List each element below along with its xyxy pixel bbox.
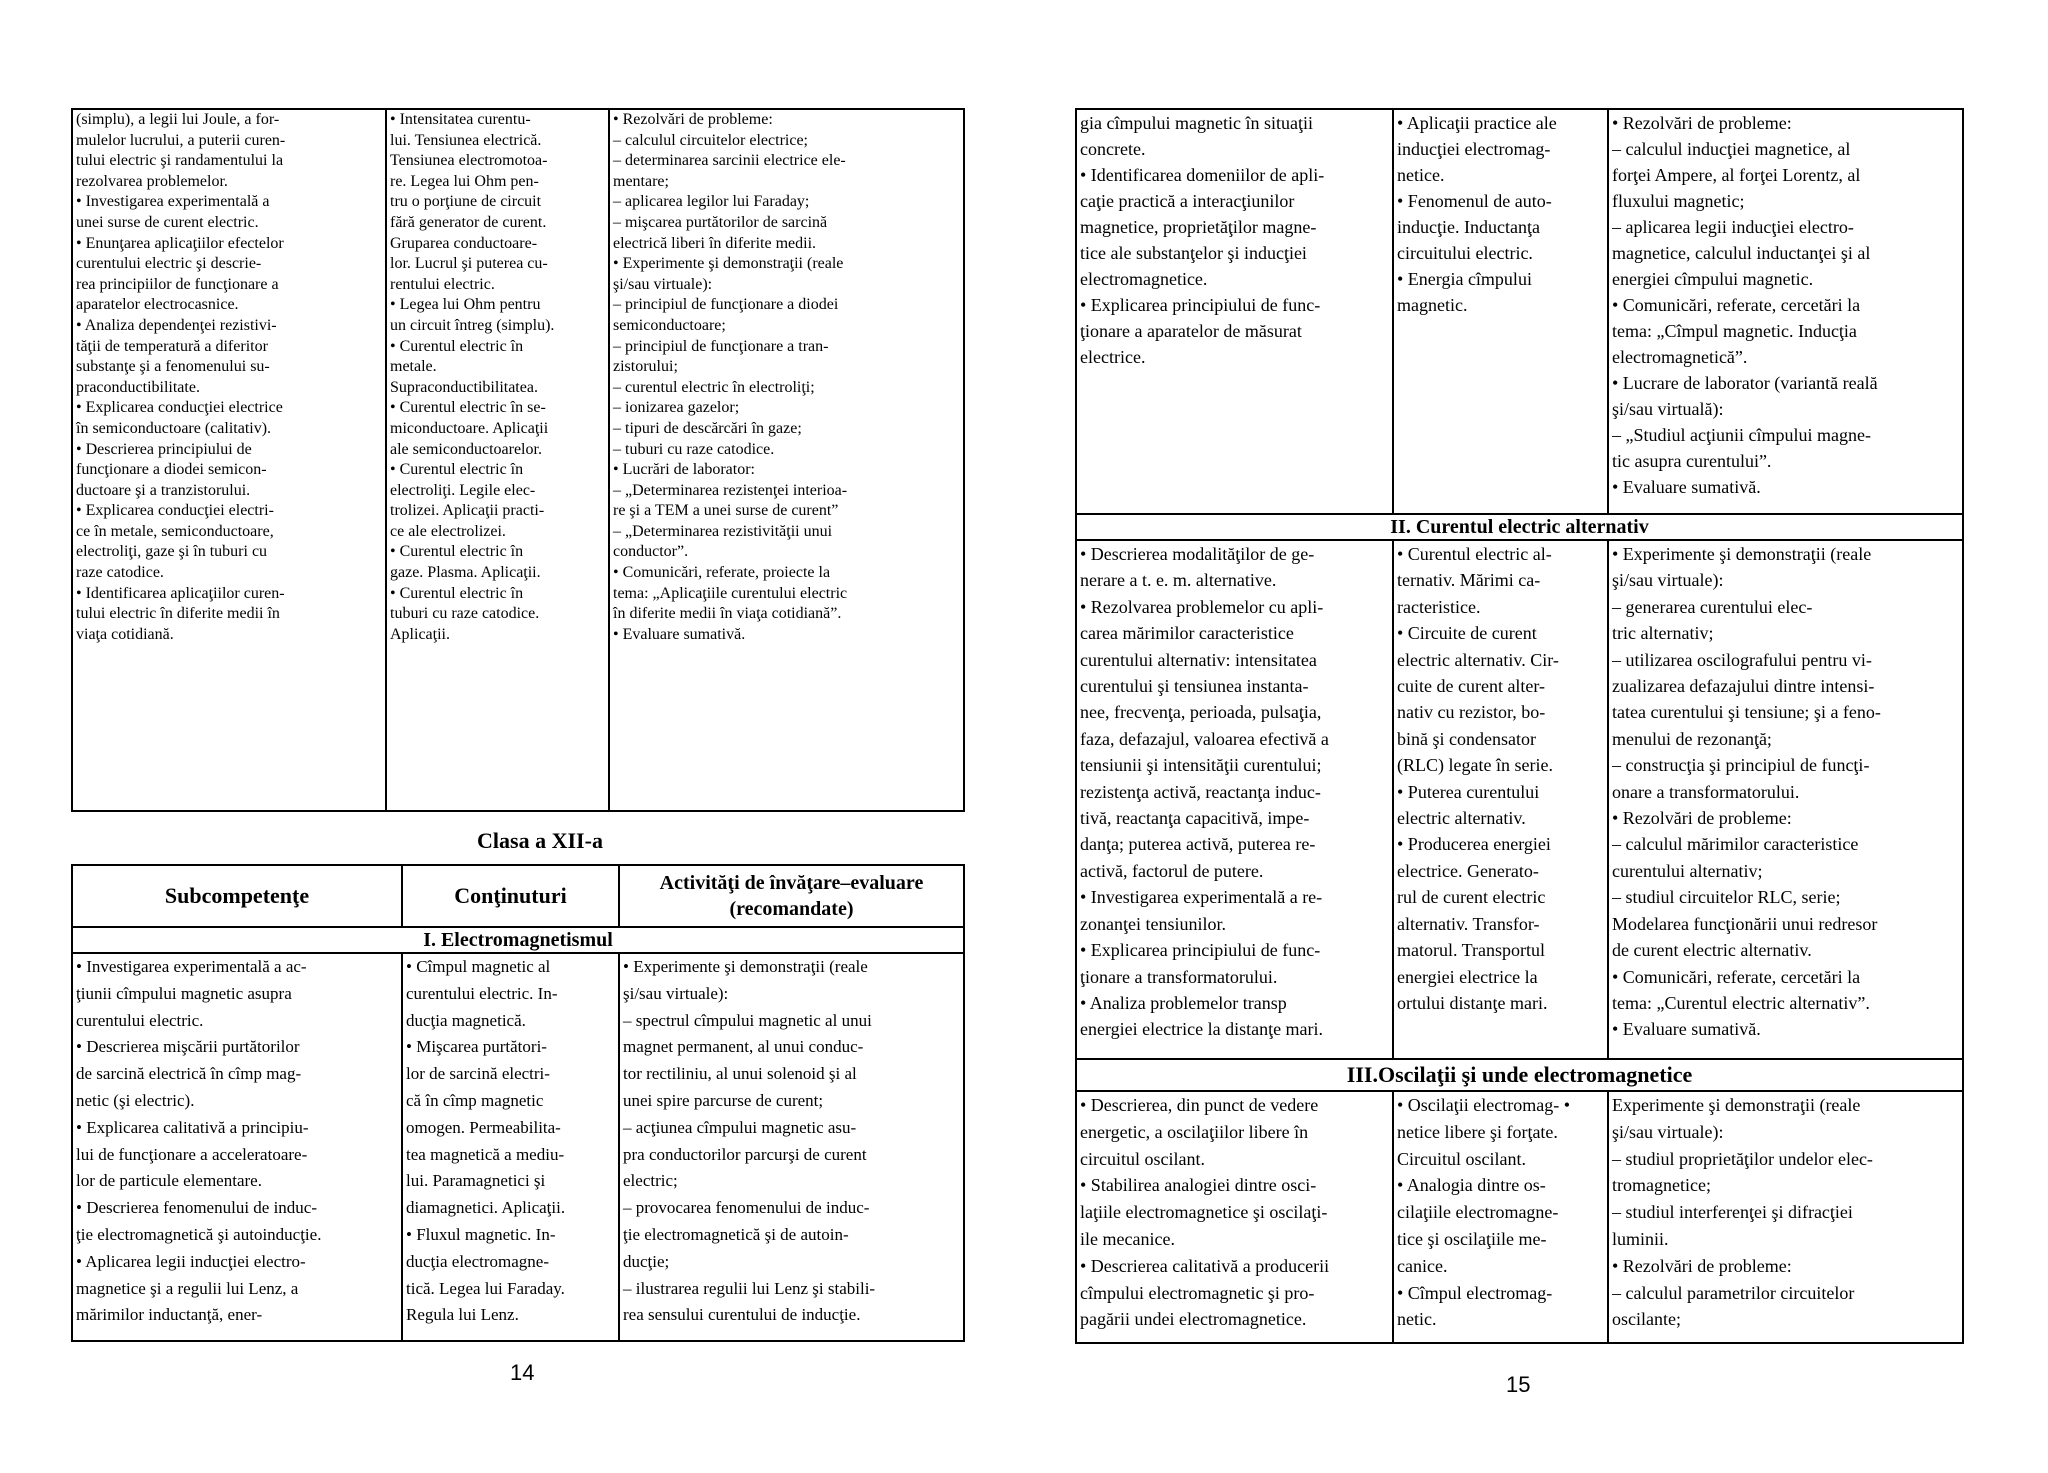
text-line: că în cîmp magnetic (406, 1090, 544, 1110)
text-line: • Cîmpul magnetic al (406, 957, 551, 976)
text-line: Modelarea funcţionării unui redresor (1612, 913, 1878, 934)
text-line: magnetice, proprietăţilor magne- (1080, 217, 1317, 237)
header-activitati: Activităţi de învăţare–evaluare (recomandate) (619, 865, 964, 927)
text-line: rentului electric. (390, 275, 495, 293)
text-line: – spectrul cîmpului magnetic al unui (623, 1010, 872, 1030)
text-line: tema: „Aplicaţiile curentului electric (613, 584, 848, 602)
text-line: • Evaluare sumativă. (1612, 1019, 1761, 1040)
text-line: ţie electromagnetică şi autoinducţie. (76, 1224, 322, 1244)
text-line: tului electric şi randamentului la (76, 152, 284, 170)
text-line: Circuitul oscilant. (1397, 1148, 1526, 1169)
text-line: tivă, reactanţa capacitivă, impe- (1080, 808, 1310, 829)
text-line: • Descrierea modalităţilor de ge- (1080, 544, 1315, 564)
text-line: zonanţei tensiunilor. (1080, 913, 1226, 934)
text-line: Gruparea conductoare- (390, 234, 538, 252)
text-line: curentului electric. In- (406, 983, 558, 1003)
text-line: • Investigarea experimentală a (76, 193, 270, 211)
text-line: metale. (390, 358, 437, 376)
text-line: nee, frecvenţa, perioada, pulsaţia, (1080, 702, 1322, 723)
text-line: • Curentul electric în (390, 461, 524, 479)
text-line: onare a transformatorului. (1612, 781, 1800, 802)
text-line: tice ale substanţelor şi inducţiei (1080, 243, 1307, 263)
text-line: • Rezolvări de probleme: (1612, 113, 1792, 133)
text-line: conductor”. (613, 543, 689, 561)
text-line: oscilante; (1612, 1309, 1681, 1330)
text-line: • Comunicări, referate, cercetări la (1612, 295, 1861, 315)
subcompetente-cell (1076, 1091, 1393, 1343)
text-line: • Descrierea calitativă a producerii (1080, 1255, 1330, 1276)
text-line: şi/sau virtuale): (623, 983, 729, 1003)
text-line: electrică liberi în diferite medii. (613, 234, 817, 252)
activitati-cell (1608, 109, 1963, 514)
text-line: carea mărimilor caracteristice (1080, 623, 1294, 644)
text-line: ductoare şi a tranzistorului. (76, 481, 251, 499)
text-line: rea sensului curentului de inducţie. (623, 1305, 861, 1325)
text-line: caţie practică a interacţiunilor (1080, 191, 1295, 211)
text-line: magnet permanent, al unui conduc- (623, 1037, 864, 1057)
text-line: racteristice. (1397, 596, 1481, 617)
text-line: pra conductorilor parcurşi de curent (623, 1144, 867, 1164)
text-line: • Curentul electric în (390, 543, 524, 561)
text-line: zistorului; (613, 358, 678, 376)
text-line: ducţia electromagne- (406, 1251, 550, 1271)
header-continuturi: Conţinuturi (402, 865, 619, 927)
text-line: gaze. Plasma. Aplicaţii. (390, 564, 541, 582)
section-title: II. Curentul electric alternativ (1076, 514, 1963, 540)
text-line: • Oscilaţii electromag- • (1397, 1095, 1571, 1115)
text-line: lor de sarcină electri- (406, 1064, 550, 1084)
text-line: circuitului electric. (1397, 243, 1533, 263)
text-line: ducţia magnetică. (406, 1010, 526, 1030)
subcompetente-cell (72, 953, 402, 1341)
text-line: • Fluxul magnetic. In- (406, 1224, 556, 1244)
text-line: şi/sau virtuale): (613, 275, 713, 293)
text-line: mentare; (613, 172, 669, 190)
text-line: de sarcină electrică în cîmp mag- (76, 1064, 302, 1084)
text-line: energiei electrice la distanţe mari. (1080, 1019, 1324, 1040)
text-line: – calculul circuitelor electrice; (613, 131, 808, 149)
text-line: şi/sau virtuale): (1612, 1121, 1724, 1142)
text-line: inducţiei electromag- (1397, 139, 1551, 159)
text-line: • Rezolvări de probleme: (613, 111, 773, 128)
text-line: forţei Ampere, al forţei Lorentz, al (1612, 165, 1861, 185)
text-line: rea principiilor de funcţionare a (76, 275, 279, 293)
text-line: – generarea curentului elec- (1612, 596, 1813, 617)
text-line: fluxului magnetic; (1612, 191, 1745, 211)
text-line: nativ cu rezistor, bo- (1397, 702, 1546, 723)
text-line: ile mecanice. (1080, 1228, 1175, 1249)
text-line: • Investigarea experimentală a re- (1080, 887, 1323, 908)
text-line: electrice. Generato- (1397, 860, 1539, 881)
text-line: – determinarea sarcinii electrice ele- (613, 152, 846, 170)
text-line: un circuit întreg (simplu). (390, 316, 555, 334)
text-line: circuitul oscilant. (1080, 1148, 1205, 1169)
text-line: luminii. (1612, 1228, 1669, 1249)
text-line: • Descrierea mişcării purtătorilor (76, 1037, 300, 1057)
text-line: tric alternativ; (1612, 623, 1714, 644)
text-line: tor rectiliniu, al unui solenoid şi al (623, 1064, 857, 1084)
text-line: magnetice şi a regulii lui Lenz, a (76, 1278, 299, 1298)
text-line: semiconductoare; (613, 316, 726, 334)
text-line: unei surse de curent electric. (76, 213, 259, 231)
text-line: – provocarea fenomenului de induc- (623, 1198, 870, 1218)
text-line: curentului electric. (76, 1010, 204, 1030)
text-line: • Aplicaţii practice ale (1397, 113, 1557, 133)
text-line: alternativ. Transfor- (1397, 913, 1540, 934)
text-line: • Curentul electric al- (1397, 544, 1552, 564)
text-line: (RLC) legate în serie. (1397, 755, 1553, 776)
text-line: • Circuite de curent (1397, 623, 1537, 644)
text-line: • Lucrare de laborator (variantă reală (1612, 373, 1878, 393)
text-line: bină şi condensator (1397, 728, 1536, 749)
text-line: gia cîmpului magnetic în situaţii (1080, 113, 1313, 133)
text-line: tatea curentului şi tensiune; şi a feno- (1612, 702, 1881, 723)
text-line: tensiunii şi intensităţii curentului; (1080, 755, 1322, 776)
text-line: ortului distanţe mari. (1397, 992, 1548, 1013)
subcompetente-cell (1076, 109, 1393, 514)
right-table (1075, 108, 1964, 1344)
text-line: tică. Legea lui Faraday. (406, 1278, 565, 1298)
text-line: tice şi oscilaţiile me- (1397, 1228, 1547, 1249)
text-line: raze catodice. (76, 564, 164, 582)
text-line: • Explicarea calitativă a principiu- (76, 1117, 309, 1137)
text-line: • Experimente şi demonstraţii (reale (623, 957, 868, 976)
text-line: rezistenţa activă, reactanţa induc- (1080, 781, 1321, 802)
text-line: lui. Paramagnetici şi (406, 1171, 546, 1191)
text-line: ţie electromagnetică şi de autoin- (623, 1224, 849, 1244)
text-line: – „Studiul acţiunii cîmpului magne- (1612, 425, 1871, 445)
text-line: – „Determinarea rezistivităţii unui (613, 522, 833, 540)
activitati-cell (1608, 540, 1963, 1059)
text-line: Experimente şi demonstraţii (reale (1612, 1095, 1861, 1115)
text-line: faza, defazajul, valoarea efectivă a (1080, 728, 1329, 749)
text-line: • Puterea curentului (1397, 781, 1540, 802)
text-line: şi/sau virtuală): (1612, 399, 1724, 419)
text-line: inducţie. Inductanţa (1397, 217, 1540, 237)
text-line: tăţii de temperatură a diferitor (76, 337, 268, 355)
text-line: • Experimente şi demonstraţii (reale (1612, 544, 1872, 564)
text-line: electroliţi. Legile elec- (390, 481, 536, 499)
text-line: – utilizarea oscilografului pentru vi- (1612, 649, 1872, 670)
text-line: mărimilor inductanţă, ener- (76, 1305, 263, 1325)
text-line: magnetic. (1397, 295, 1468, 315)
text-line: concrete. (1080, 139, 1146, 159)
text-line: • Producerea energiei (1397, 834, 1551, 855)
text-line: netice. (1397, 165, 1445, 185)
text-line: • Analogia dintre os- (1397, 1175, 1546, 1196)
text-line: Supraconductibilitatea. (390, 378, 538, 396)
text-line: cilaţiile electromagne- (1397, 1202, 1559, 1223)
text-line: • Rezolvarea problemelor cu apli- (1080, 596, 1324, 617)
text-line: lui. Tensiunea electrică. (390, 131, 542, 149)
text-line: – aplicarea legii inducţiei electro- (1612, 217, 1854, 237)
text-line: – mişcarea purtătorilor de sarcină (613, 213, 828, 231)
text-line: – calculul inducţiei magnetice, al (1612, 139, 1851, 159)
text-line: ţiunii cîmpului magnetic asupra (76, 983, 292, 1003)
left-bottom-table (71, 864, 965, 1342)
text-line: viaţa cotidiană. (76, 625, 174, 643)
text-line: netic. (1397, 1309, 1437, 1330)
text-line: • Comunicări, referate, proiecte la (613, 564, 831, 582)
text-line: tuburi cu raze catodice. (390, 605, 540, 623)
subcompetente-cell (1076, 540, 1393, 1059)
text-line: • Descrierea principiului de (76, 440, 252, 458)
text-line: • Cîmpul electromag- (1397, 1282, 1553, 1303)
text-line: matorul. Transportul (1397, 940, 1546, 961)
text-line: electrice. (1080, 347, 1146, 367)
text-line: omogen. Permeabilita- (406, 1117, 561, 1137)
text-line: activă, factorul de putere. (1080, 860, 1264, 881)
text-line: – curentul electric în electroliţi; (613, 378, 815, 396)
text-line: • Experimente şi demonstraţii (reale (613, 255, 844, 273)
text-line: de curent electric alternativ. (1612, 940, 1812, 961)
text-line: menului de rezonanţă; (1612, 728, 1772, 749)
text-line: în diferite medii în viaţa cotidiană”. (613, 605, 842, 623)
text-line: energiei electrice la (1397, 966, 1538, 987)
text-line: • Mişcarea purtători- (406, 1037, 547, 1057)
text-line: aparatelor electrocasnice. (76, 296, 239, 314)
text-line: laţiile electromagnetice şi oscilaţi- (1080, 1202, 1328, 1223)
text-line: lui de funcţionare a acceleratoare- (76, 1144, 308, 1164)
text-line: cuite de curent alter- (1397, 676, 1546, 697)
text-line: re şi a TEM a unei surse de curent” (613, 502, 839, 520)
text-line: • Analiza problemelor transp (1080, 992, 1287, 1013)
text-line: pagării undei electromagnetice. (1080, 1309, 1307, 1330)
text-line: curentului alternativ: intensitatea (1080, 649, 1317, 670)
text-line: curentului electric şi descrie- (76, 255, 262, 273)
text-line: electromagnetice. (1080, 269, 1208, 289)
text-line: • Enunţarea aplicaţiilor efectelor (76, 234, 284, 252)
text-line: – aplicarea legilor lui Faraday; (613, 193, 810, 211)
text-line: canice. (1397, 1255, 1448, 1276)
continuturi-cell (1393, 109, 1608, 514)
text-line: danţa; puterea activă, puterea re- (1080, 834, 1316, 855)
text-line: nerare a t. e. m. alternative. (1080, 570, 1277, 591)
text-line: diamagnetici. Aplicaţii. (406, 1198, 566, 1218)
text-line: rezolvarea problemelor. (76, 172, 228, 190)
text-line: în semiconductoare (calitativ). (76, 419, 272, 437)
text-line: zualizarea defazajului dintre intensi- (1612, 676, 1875, 697)
text-line: – studiul proprietăţilor undelor elec- (1612, 1148, 1873, 1169)
text-line: – construcţia şi principiul de funcţi- (1612, 755, 1870, 776)
text-line: • Explicarea principiului de func- (1080, 940, 1321, 961)
text-line: – principiul de funcţionare a tran- (613, 337, 829, 355)
text-line: – calculul parametrilor circuitelor (1612, 1282, 1855, 1303)
text-line: tru o porţiune de circuit (390, 193, 542, 211)
text-line: • Stabilirea analogiei dintre osci- (1080, 1175, 1317, 1196)
text-line: • Legea lui Ohm pentru (390, 296, 541, 314)
header-subcompetente: Subcompetenţe (72, 865, 402, 927)
continuturi-cell (386, 109, 609, 811)
text-line: • Lucrări de laborator: (613, 461, 755, 479)
text-line: energetic, a oscilaţiilor libere în (1080, 1121, 1309, 1142)
text-line: electroliţi, gaze şi în tuburi cu (76, 543, 268, 561)
text-line: mulelor lucrului, a puterii curen- (76, 131, 286, 149)
text-line: tic asupra curentului”. (1612, 451, 1772, 471)
text-line: • Identificarea domeniilor de apli- (1080, 165, 1325, 185)
text-line: magnetice, calculul inductanţei şi al (1612, 243, 1871, 263)
text-line: • Intensitatea curentu- (390, 111, 531, 128)
continuturi-cell (1393, 540, 1608, 1059)
text-line: – studiul circuitelor RLC, serie; (1612, 887, 1841, 908)
text-line: • Energia cîmpului (1397, 269, 1532, 289)
text-line: • Curentul electric în se- (390, 399, 546, 417)
text-line: netic (şi electric). (76, 1090, 195, 1110)
subcompetente-cell (72, 109, 386, 811)
text-line: • Rezolvări de probleme: (1612, 808, 1792, 829)
text-line: trolizei. Aplicaţii practi- (390, 502, 545, 520)
text-line: tema: „Cîmpul magnetic. Inducţia (1612, 321, 1857, 341)
activitati-cell (1608, 1091, 1963, 1343)
text-line: tema: „Curentul electric alternativ”. (1612, 992, 1870, 1013)
text-line: • Investigarea experimentală a ac- (76, 957, 307, 976)
text-line: – acţiunea cîmpului magnetic asu- (623, 1117, 857, 1137)
text-line: • Rezolvări de probleme: (1612, 1255, 1792, 1276)
class-heading: Clasa a XII-a (477, 828, 603, 853)
text-line: – tuburi cu raze catodice. (613, 440, 775, 458)
text-line: substanţe şi a fenomenului su- (76, 358, 270, 376)
text-line: • Explicarea principiului de func- (1080, 295, 1321, 315)
text-line: • Descrierea, din punct de vedere (1080, 1095, 1319, 1115)
text-line: cîmpului electromagnetic şi pro- (1080, 1282, 1315, 1303)
text-line: lor. Lucrul şi puterea cu- (390, 255, 548, 273)
text-line: şi/sau virtuale): (1612, 570, 1724, 591)
text-line: • Analiza dependenţei rezistivi- (76, 316, 277, 334)
text-line: funcţionare a diodei semicon- (76, 461, 267, 479)
text-line: netice libere şi forţate. (1397, 1121, 1558, 1142)
text-line: praconductibilitate. (76, 378, 200, 396)
text-line: ţionare a aparatelor de măsurat (1080, 321, 1302, 341)
text-line: • Aplicarea legii inducţiei electro- (76, 1251, 306, 1271)
text-line: • Descrierea fenomenului de induc- (76, 1198, 318, 1218)
text-line: – calculul mărimilor caracteristice (1612, 834, 1859, 855)
text-line: electromagnetică”. (1612, 347, 1748, 367)
text-line: curentului şi tensiunea instanta- (1080, 676, 1309, 697)
text-line: fără generator de curent. (390, 213, 547, 231)
text-line: • Curentul electric în (390, 584, 524, 602)
text-line: • Evaluare sumativă. (1612, 477, 1761, 497)
text-line: Aplicaţii. (390, 625, 450, 643)
text-line: electric alternativ. (1397, 808, 1526, 829)
activitati-cell (609, 109, 964, 811)
text-line: electric; (623, 1171, 678, 1191)
text-line: lor de particule elementare. (76, 1171, 262, 1191)
text-line: rul de curent electric (1397, 887, 1546, 908)
text-line: re. Legea lui Ohm pen- (390, 172, 539, 190)
text-line: tromagnetice; (1612, 1175, 1711, 1196)
text-line: ţionare a transformatorului. (1080, 966, 1278, 987)
text-line: – ilustrarea regulii lui Lenz şi stabili- (623, 1278, 876, 1298)
text-line: unei spire parcurse de curent; (623, 1090, 824, 1110)
page-number: 15 (1506, 1372, 1531, 1397)
text-line: • Identificarea aplicaţiilor curen- (76, 584, 285, 602)
page-number: 14 (510, 1360, 535, 1385)
text-line: • Explicarea conducţiei electrice (76, 399, 283, 417)
text-line: miconductoare. Aplicaţii (390, 419, 549, 437)
left-top-table (71, 108, 965, 812)
section-title: III.Oscilaţii şi unde electromagnetice (1076, 1059, 1963, 1091)
text-line: ternativ. Mărimi ca- (1397, 570, 1541, 591)
activitati-cell (619, 953, 964, 1341)
text-line: ducţie; (623, 1251, 670, 1271)
text-line: tului electric în diferite medii în (76, 605, 280, 623)
continuturi-cell (402, 953, 619, 1341)
section-title: I. Electromagnetismul (72, 927, 964, 953)
text-line: (simplu), a legii lui Joule, a for- (76, 111, 280, 128)
text-line: – „Determinarea rezistenţei interioa- (613, 481, 848, 499)
text-line: • Fenomenul de auto- (1397, 191, 1552, 211)
text-line: electric alternativ. Cir- (1397, 649, 1559, 670)
text-line: ale semiconductoarelor. (390, 440, 542, 458)
text-line: ce ale electrolizei. (390, 522, 506, 540)
text-line: – tipuri de descărcări în gaze; (613, 419, 802, 437)
text-line: tea magnetică a mediu- (406, 1144, 565, 1164)
text-line: • Explicarea conducţiei electri- (76, 502, 274, 520)
text-line: – ionizarea gazelor; (613, 399, 740, 417)
continuturi-cell (1393, 1091, 1608, 1343)
text-line: Regula lui Lenz. (406, 1305, 519, 1325)
text-line: Tensiunea electromotoa- (390, 152, 548, 170)
text-line: – studiul interferenţei şi difracţiei (1612, 1202, 1853, 1223)
text-line: energiei cîmpului magnetic. (1612, 269, 1814, 289)
text-line: • Evaluare sumativă. (613, 625, 746, 643)
text-line: curentului alternativ; (1612, 860, 1763, 881)
text-line: ce în metale, semiconductoare, (76, 522, 274, 540)
text-line: • Comunicări, referate, cercetări la (1612, 966, 1861, 987)
text-line: • Curentul electric în (390, 337, 524, 355)
text-line: – principiul de funcţionare a diodei (613, 296, 839, 314)
